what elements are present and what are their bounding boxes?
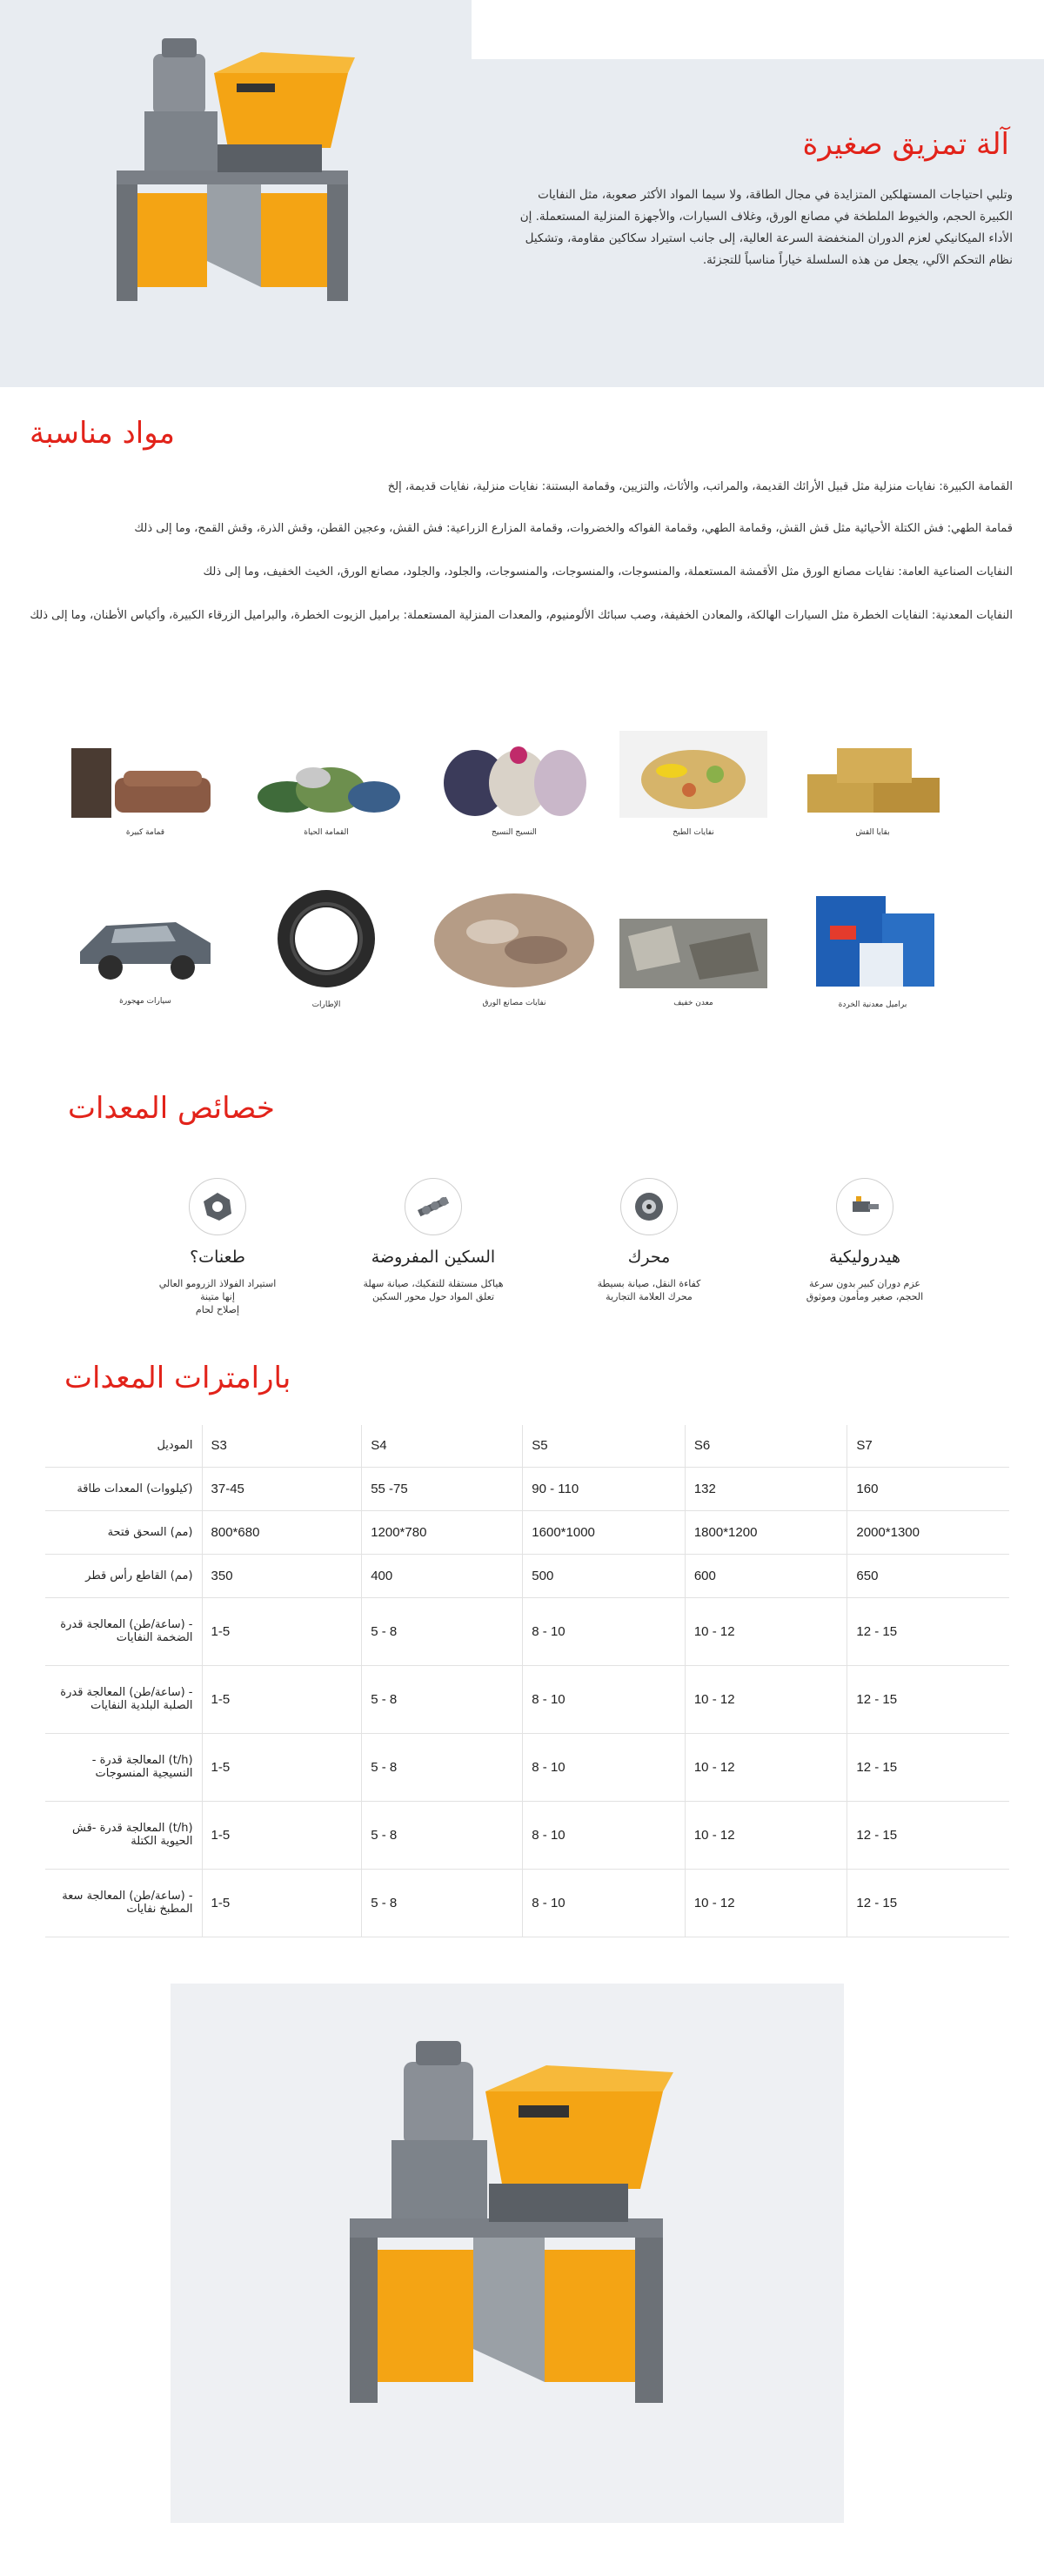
- feature-desc: كفاءة النقل، صيانة بسيطة محرك العلامة التجارية: [597, 1278, 701, 1302]
- gallery-item: [252, 887, 400, 1009]
- params-table: [45, 1425, 1009, 1937]
- params-row: [45, 1467, 1009, 1510]
- hero-image-area: [0, 0, 472, 387]
- params-cell: 8 - 10: [523, 1665, 686, 1733]
- scrapped-car-image: [71, 891, 219, 987]
- feature-title: هيدروليكية: [828, 1248, 900, 1267]
- params-cell: 8 - 10: [523, 1801, 686, 1869]
- tire-image: [252, 887, 400, 990]
- params-cell: 8 - 10: [523, 1869, 686, 1937]
- gallery-caption: بقايا القش: [855, 828, 890, 837]
- params-cell: 800*680: [202, 1510, 362, 1554]
- household-garbage-image: [252, 739, 400, 818]
- params-cell: 10 - 12: [685, 1665, 847, 1733]
- feature-item: [346, 1178, 520, 1303]
- paper-mill-waste-image: [432, 893, 597, 988]
- params-row: [45, 1665, 1009, 1733]
- shaft-icon: [414, 1189, 452, 1224]
- feature-desc: هياكل مستقلة للتفكيك، صيانة سهلة تعلق المواد حول محور السكين: [363, 1278, 504, 1302]
- params-row-label: (t/h) المعالجة قدرة - النسيجية المنسوجات: [45, 1733, 202, 1801]
- blade-icon: [200, 1189, 235, 1224]
- gallery-caption: القمامة الحياة: [304, 828, 349, 837]
- materials-paragraph: قمامة الطهي: فش الكتلة الأحيائية مثل قش القش، وقمامة الطهي، وقمامة الفواكه والخضروات، وقمامة المزارع الزراعية: فش القش، وعجين القطن، وقش الذرة، وقش القمح، وما إلى ذلك: [134, 522, 1013, 535]
- params-cell: 10 - 12: [685, 1597, 847, 1665]
- params-cell: 1600*1000: [523, 1510, 686, 1554]
- gallery-caption: براميل معدنية الخردة: [838, 1000, 907, 1009]
- feature-item: [562, 1178, 736, 1303]
- textile-waste-image: [440, 739, 588, 818]
- params-cell: 5 - 8: [362, 1733, 523, 1801]
- params-cell: 90 - 110: [523, 1467, 686, 1510]
- gallery-item: [432, 893, 597, 1007]
- gallery-item: [252, 739, 400, 837]
- shredder-machine-image: [0, 0, 472, 387]
- feature-title: طعنات؟: [190, 1248, 245, 1267]
- materials-paragraph: النفايات الصناعية العامة: نفايات مصانع الورق مثل الأقمشة المستعملة، والمنسوجات، والمنسوجات، والمنسوجات، والجلود، والجلود، مصانع الورق، الخيث الخفيف، وما إلى ذلك: [203, 565, 1013, 579]
- params-cell: 1800*1200: [685, 1510, 847, 1554]
- motor-icon: [632, 1189, 666, 1224]
- materials-paragraph: النفايات المعدنية: النفايات الخطرة مثل السيارات الهالكة، والمعادن الخفيفة، وصب سبائك الألومنيوم، والمعدات المنزلية المستعملة: براميل الزيوت الخطرة، والبراميل الزرقاء الكبيرة، وأكياس الأطنان، وما إلى ذلك: [30, 609, 1013, 622]
- params-cell: 132: [685, 1467, 847, 1510]
- params-row: [45, 1869, 1009, 1937]
- gallery-item: [799, 891, 947, 1009]
- feature-desc: استيراد الفولاذ الزرومو العالي إنها متينة إصلاح لحام: [158, 1278, 277, 1315]
- params-row-label: - (ساعة/طن) المعالجة قدرة الضخمة النفايات: [45, 1597, 202, 1665]
- params-cell: 160: [847, 1467, 1009, 1510]
- bulky-waste-image: [71, 739, 219, 818]
- hero-title: آلة تمزيق صغيرة: [802, 127, 1009, 162]
- materials-title: مواد مناسبة: [30, 416, 175, 451]
- params-cell: 10 - 12: [685, 1869, 847, 1937]
- params-row: [45, 1801, 1009, 1869]
- params-cell: 1-5: [202, 1801, 362, 1869]
- params-row: [45, 1597, 1009, 1665]
- params-cell: 12 - 15: [847, 1869, 1009, 1937]
- gallery-item: [619, 731, 767, 837]
- params-row-label: الموديل: [45, 1425, 202, 1467]
- params-cell: S4: [362, 1425, 523, 1467]
- params-cell: 12 - 15: [847, 1597, 1009, 1665]
- params-row-label: (مم) السحق فتحة: [45, 1510, 202, 1554]
- straw-bales-image: [799, 739, 947, 818]
- gallery-caption: الإطارات: [311, 1000, 341, 1009]
- params-row-label: - (ساعة/طن) المعالجة قدرة الصلبة البلدية النفايات: [45, 1665, 202, 1733]
- hero-top-white: [472, 0, 1044, 59]
- kitchen-waste-image: [619, 731, 767, 818]
- params-cell: S3: [202, 1425, 362, 1467]
- gallery-item: [619, 910, 767, 1007]
- params-cell: 10 - 12: [685, 1801, 847, 1869]
- feature-item: [130, 1178, 304, 1316]
- params-row: [45, 1425, 1009, 1467]
- params-cell: 1-5: [202, 1869, 362, 1937]
- params-cell: 12 - 15: [847, 1665, 1009, 1733]
- params-cell: 400: [362, 1554, 523, 1597]
- params-row-label: (t/h) المعالجة قدرة -قش الحيوية الكتلة: [45, 1801, 202, 1869]
- feature-title: محرك: [627, 1248, 671, 1267]
- metal-barrels-image: [799, 891, 947, 990]
- light-metal-image: [619, 910, 767, 988]
- params-row-label: (كيلووات) المعدات طاقة: [45, 1467, 202, 1510]
- feature-icon-circle: [405, 1178, 462, 1235]
- params-cell: 600: [685, 1554, 847, 1597]
- params-cell: 350: [202, 1554, 362, 1597]
- params-cell: 5 - 8: [362, 1597, 523, 1665]
- params-cell: S5: [523, 1425, 686, 1467]
- gallery-caption: قمامة كبيرة: [125, 828, 165, 837]
- gallery-item: [799, 739, 947, 837]
- params-cell: S6: [685, 1425, 847, 1467]
- params-row-label: - (ساعة/طن) المعالجة سعة المطبخ نفايات: [45, 1869, 202, 1937]
- gallery-item: [71, 891, 219, 1006]
- params-cell: 2000*1300: [847, 1510, 1009, 1554]
- shredder-machine-image: [171, 1984, 844, 2523]
- feature-icon-circle: [836, 1178, 893, 1235]
- params-cell: 12 - 15: [847, 1733, 1009, 1801]
- hero-description: وتلبي احتياجات المستهلكين المتزايدة في مجال الطاقة، ولا سيما المواد الأكثر صعوبة، مثل النفايات الكبيرة الحجم، والخيوط الملطخة في مصانع الورق، وغلاف السيارات، والأجهزة المنزلية المستعملة. إن الأداء الميكانيكي لعزم الدوران المنخفضة السرعة العالية، إلى جانب استيراد سكاكين مقاومة، وتشكيل نظام التحكم الآلي، يجعل من هذه السلسلة خياراً مناسباً للتجزئة.: [519, 188, 1013, 267]
- params-row: [45, 1510, 1009, 1554]
- gallery-item: [71, 739, 219, 837]
- params-cell: 5 - 8: [362, 1801, 523, 1869]
- params-title: بارامترات المعدات: [64, 1361, 291, 1395]
- features-title: خصائص المعدات: [68, 1091, 275, 1126]
- params-cell: 12 - 15: [847, 1801, 1009, 1869]
- params-cell: 1200*780: [362, 1510, 523, 1554]
- params-cell: 1-5: [202, 1665, 362, 1733]
- gallery-caption: سيارات مهجورة: [119, 997, 171, 1006]
- params-cell: S7: [847, 1425, 1009, 1467]
- params-cell: 1-5: [202, 1597, 362, 1665]
- params-cell: 10 - 12: [685, 1733, 847, 1801]
- params-cell: 55 -75: [362, 1467, 523, 1510]
- feature-icon-circle: [620, 1178, 678, 1235]
- params-cell: 500: [523, 1554, 686, 1597]
- feature-title: السكين المفروضة: [371, 1248, 496, 1267]
- params-cell: 650: [847, 1554, 1009, 1597]
- gallery-caption: معدن خفيف: [673, 999, 713, 1007]
- params-row: [45, 1733, 1009, 1801]
- params-cell: 37-45: [202, 1467, 362, 1510]
- gallery-caption: نفايات الطبخ: [673, 828, 714, 837]
- params-row: [45, 1554, 1009, 1597]
- params-cell: 5 - 8: [362, 1869, 523, 1937]
- params-cell: 8 - 10: [523, 1597, 686, 1665]
- gallery-item: [440, 739, 588, 837]
- feature-icon-circle: [189, 1178, 246, 1235]
- bottom-image-panel: [171, 1984, 844, 2523]
- params-row-label: (مم) القاطع رأس قطر: [45, 1554, 202, 1597]
- params-cell: 8 - 10: [523, 1733, 686, 1801]
- hydraulic-icon: [847, 1189, 882, 1224]
- materials-paragraph: القمامة الكبيرة: نفايات منزلية مثل قبيل الأرائك القديمة، والمراتب، والأثاث، والتزيين، وقمامة البستنة: نفايات منزلية، نفايات قديمة، إلخ: [387, 480, 1013, 493]
- gallery-caption: نفايات مصانع الورق: [482, 999, 546, 1007]
- feature-desc: عزم دوران كبير بدون سرعة الحجم، صغير ومأمون وموثوق: [806, 1278, 924, 1302]
- feature-item: [778, 1178, 952, 1303]
- gallery-caption: النسيج النسيج: [492, 828, 537, 837]
- params-cell: 5 - 8: [362, 1665, 523, 1733]
- params-cell: 1-5: [202, 1733, 362, 1801]
